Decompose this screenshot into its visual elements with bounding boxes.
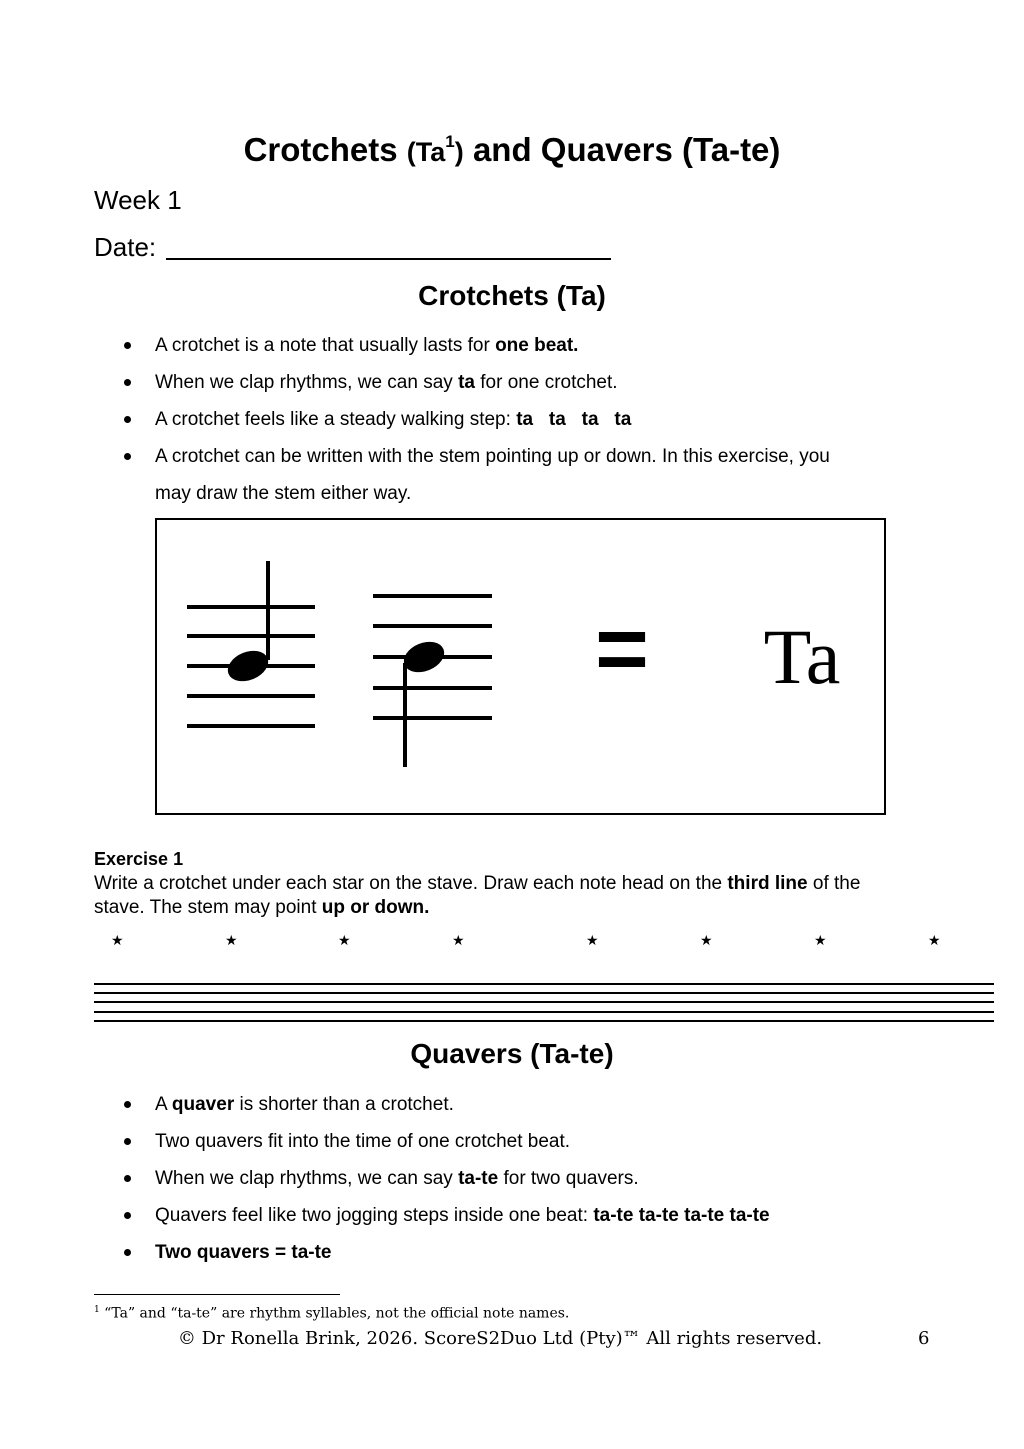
- footnote-text: “Ta” and “ta-te” are rhythm syllables, not the official note names.: [99, 1305, 570, 1322]
- page-number: 6: [918, 1328, 930, 1349]
- title-part4: and Quavers (Ta-te): [472, 131, 781, 168]
- exercise-heading: Exercise 1: [94, 849, 184, 869]
- date-label: Date:: [94, 232, 157, 262]
- star-icon: ★: [700, 932, 713, 948]
- page-title: [0, 124, 1024, 172]
- title-part2: (Ta: [406, 137, 446, 167]
- star-icon: ★: [814, 932, 827, 948]
- footnote-marker: 1: [94, 1305, 100, 1315]
- star-icon: ★: [586, 932, 599, 948]
- quavers-bullet: Two quavers fit into the time of one crotchet beat.: [118, 1123, 918, 1160]
- footnote: [94, 1305, 569, 1322]
- title-part3: ): [454, 137, 464, 167]
- star-icon: ★: [452, 932, 465, 948]
- exercise-star-row: [94, 932, 994, 956]
- crotchet-stem-down-icon: [399, 636, 448, 767]
- exercise-stave: [94, 983, 994, 1023]
- title-footnote-marker: 1: [445, 132, 455, 151]
- equals-sign: =: [595, 598, 649, 700]
- star-icon: ★: [928, 932, 941, 948]
- crotchets-bullet-continuation: may draw the stem either way.: [155, 483, 412, 504]
- crotchets-bullet-list: [118, 327, 918, 512]
- footnote-separator: [94, 1294, 340, 1295]
- star-icon: ★: [111, 932, 124, 948]
- footer-copyright: © Dr Ronella Brink, 2026. ScoreS2Duo Ltd (Pty)™ All rights reserved.: [177, 1328, 823, 1349]
- crotchet-diagram: [157, 520, 884, 813]
- quavers-bullet: Two quavers = ta-te: [118, 1234, 918, 1271]
- crotchet-diagram-box: [155, 518, 886, 815]
- quavers-bullet: Quavers feel like two jogging steps inside one beat: ta-te ta-te ta-te ta-te: [118, 1197, 918, 1234]
- quavers-heading: Quavers (Ta-te): [410, 1038, 614, 1069]
- week-label: Week 1: [94, 185, 182, 215]
- star-icon: ★: [225, 932, 238, 948]
- quavers-bullet-list: [118, 1086, 918, 1271]
- crotchet-stem-up-icon: [223, 561, 272, 687]
- quavers-bullet: When we clap rhythms, we can say ta-te for two quavers.: [118, 1160, 918, 1197]
- quavers-bullet: A quaver is shorter than a crotchet.: [118, 1086, 918, 1123]
- title-part1: Crotchets: [243, 131, 398, 168]
- exercise-instructions: Write a crotchet under each star on the stave. Draw each note head on the third line of the stave. The stem may point up or down.: [94, 873, 861, 918]
- date-blank-line: [166, 258, 611, 260]
- diagram-ta-label: Ta: [763, 613, 841, 700]
- crotchets-bullet: A crotchet can be written with the stem pointing up or down. In this exercise, you: [118, 438, 918, 475]
- star-icon: ★: [338, 932, 351, 948]
- crotchets-heading: Crotchets (Ta): [418, 280, 606, 311]
- crotchets-bullet: A crotchet feels like a steady walking step: ta ta ta ta: [118, 401, 918, 438]
- crotchets-bullet: A crotchet is a note that usually lasts for one beat.: [118, 327, 918, 364]
- crotchets-bullet: When we clap rhythms, we can say ta for one crotchet.: [118, 364, 918, 401]
